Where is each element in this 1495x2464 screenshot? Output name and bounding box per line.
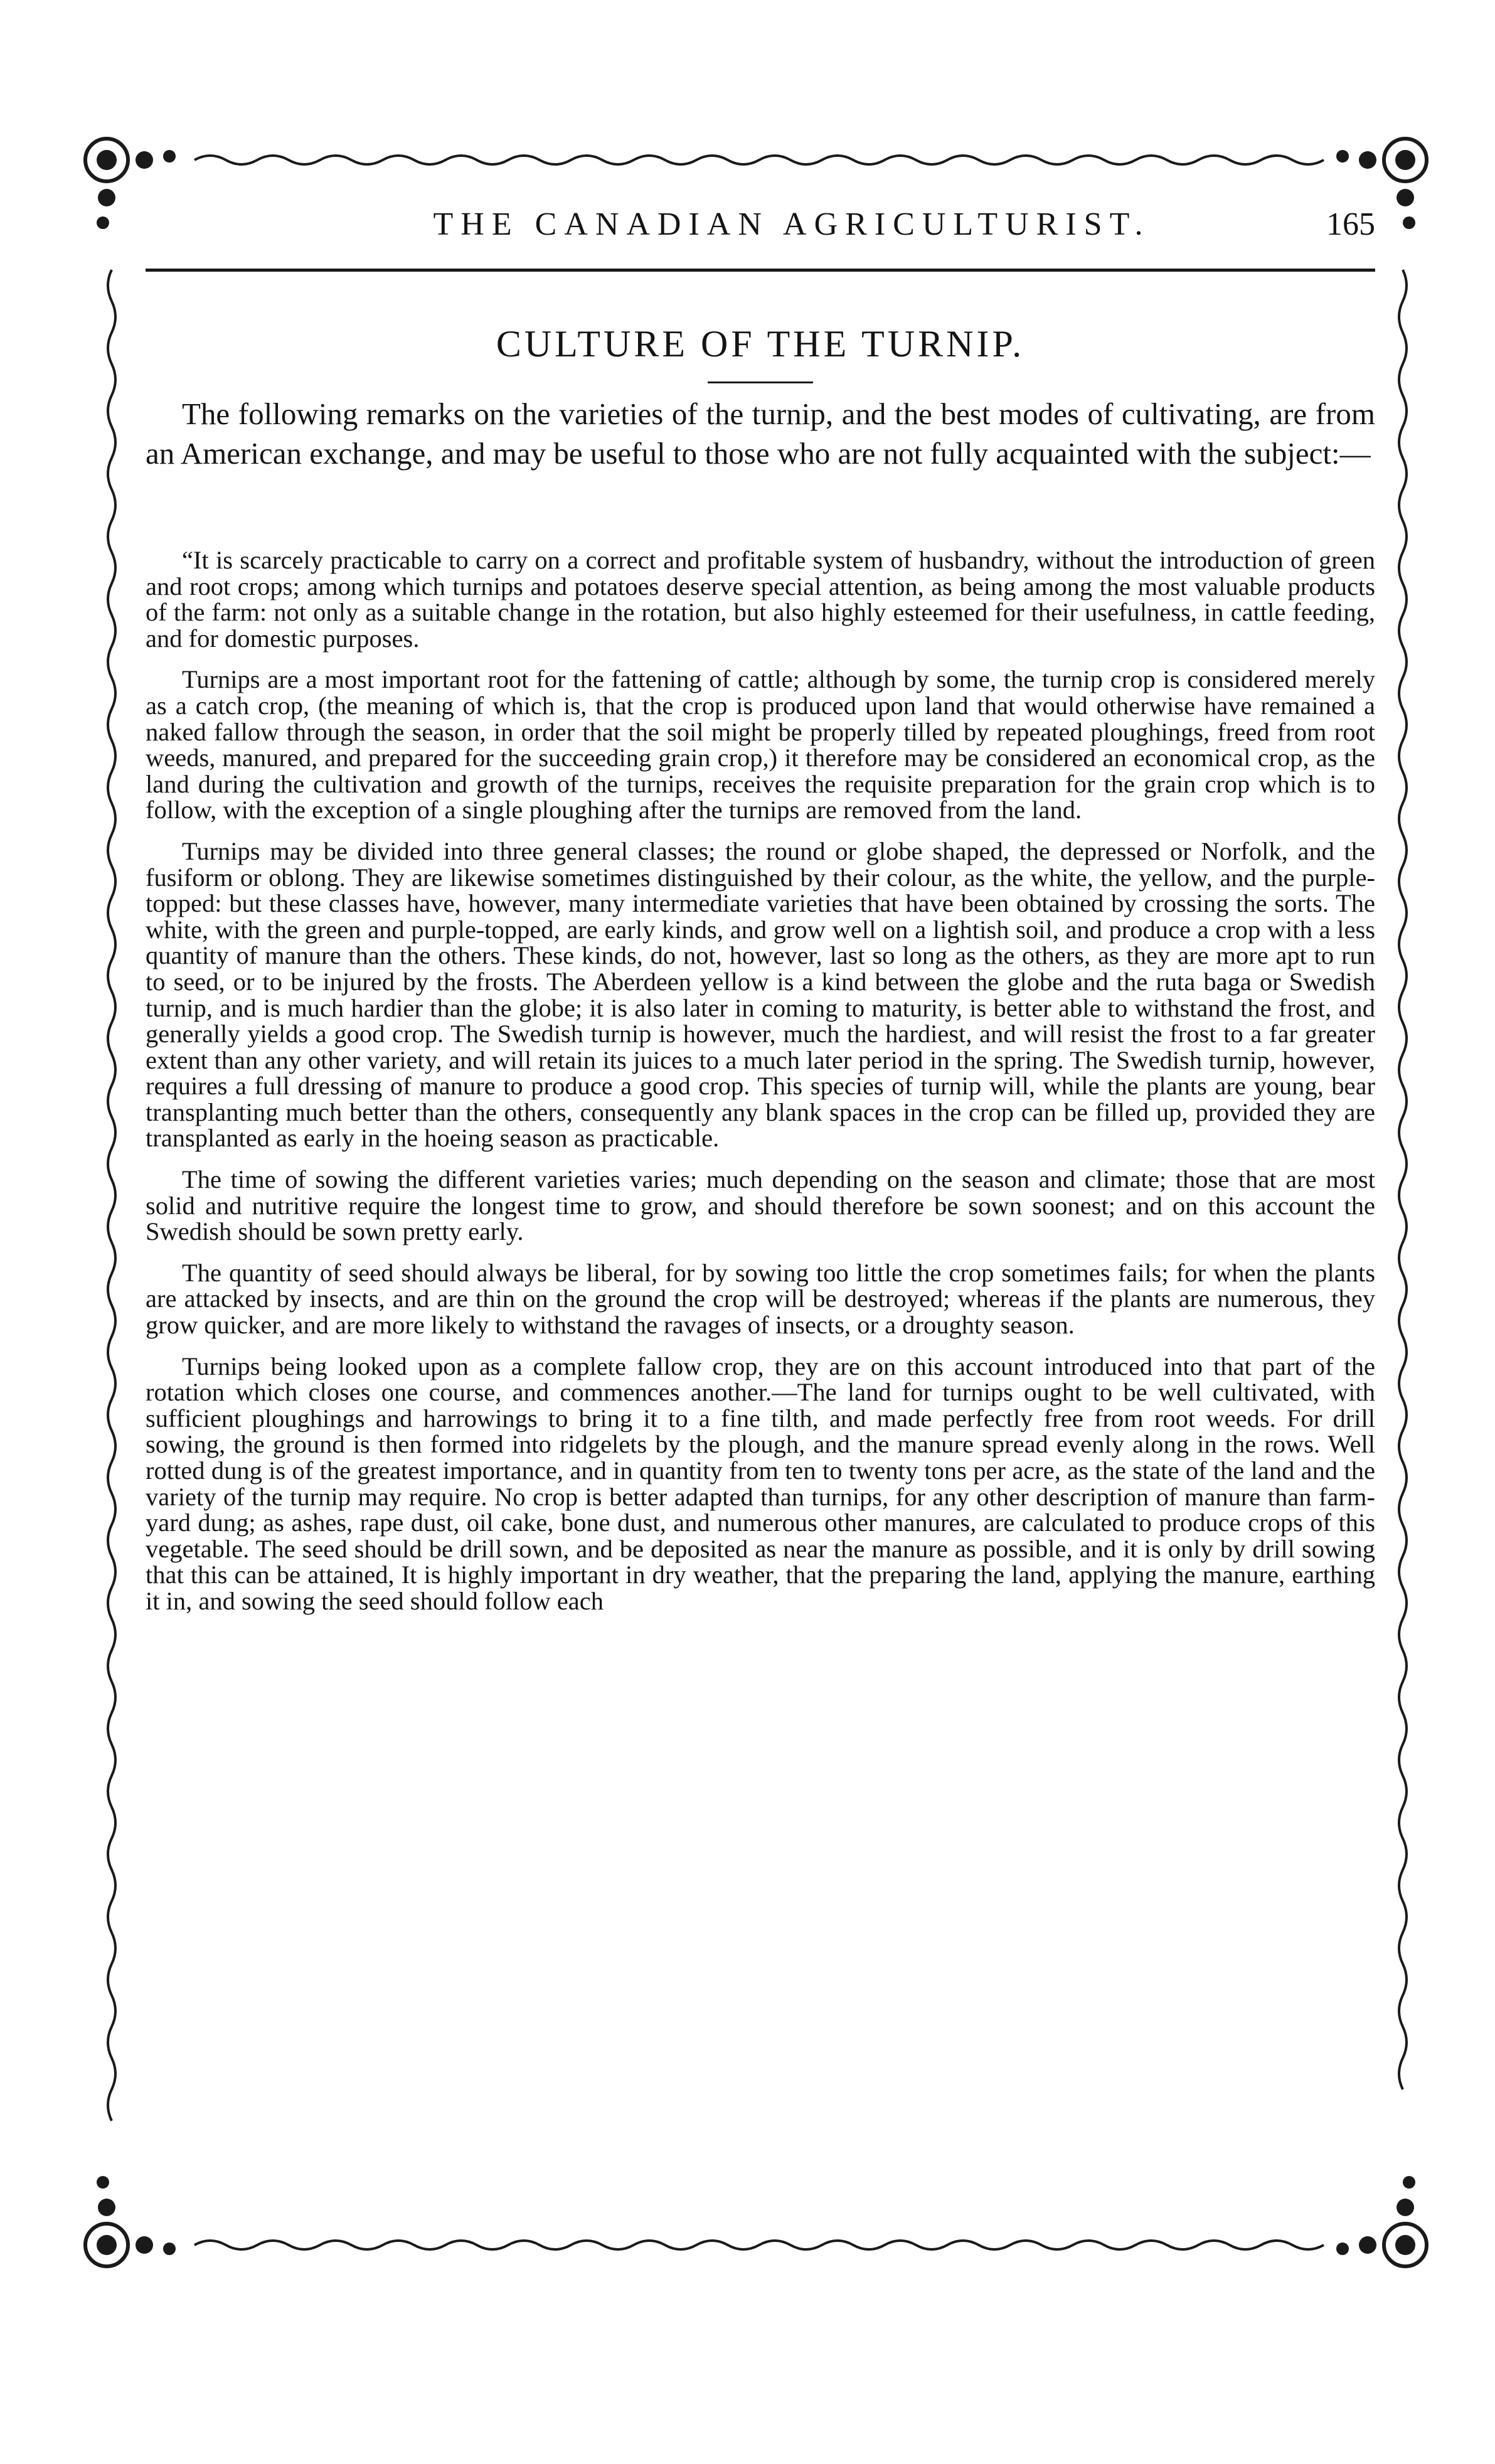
body-paragraph: Turnips being looked upon as a complete fallow crop, they are on this account introduced into that part of the rotation which closes one course, and commences another.—The land for turnips ought to be well cultivated, with sufficient ploughings and harrowings to bring it to a fine tilth, and made perfectly free from root weeds. For drill sowing, the ground is then formed into ridgelets by the plough, and the manure spread evenly along in the rows. Well rotted dung is of the greatest importance, and in quantity from ten to twenty tons per acre, as the state of the land and the variety of the turnip may require. No crop is better adapted than turnips, for any other description of manure than farm-yard dung; as ashes, rape dust, oil cake, bone dust, and numerous other manures, are calculated to produce crops of this vegetable. The seed should be drill sown, and be deposited as near the manure as possible, and it is only by drill sowing that this can be attained, It is highly important in dry weather, that the preparing the land, applying the manure, earthing it in, and sowing the seed should follow each (146, 1352, 1375, 1615)
header-rule (146, 269, 1375, 272)
page-number: 165 (1326, 206, 1375, 242)
running-header (146, 200, 1375, 250)
body-paragraph: Turnips may be divided into three general classes; the round or globe shaped, the depressed or Norfolk, and the fusiform or oblong. They are likewise sometimes distinguished by their colour, as the white, the yellow, and the purple-topped: but these classes have, however, many intermediate varieties that have been obtained by crossing the sorts. The white, with the green and purple-topped, are early kinds, and grow well on a lightish soil, and produce a crop with a less quantity of manure than the others. These kinds, do not, however, last so long as the others, as they are more apt to run to seed, or to be injured by the frosts. The Aberdeen yellow is a kind between the globe and the ruta baga or Swedish turnip, and is much hardier than the globe; it is also later in coming to maturity, is better able to withstand the frost, and generally yields a good crop. The Swedish turnip is however, much the hardiest, and will resist the frost to a far greater extent than any other variety, and will retain its juices to a much later period in the spring. The Swedish turnip, however, requires a full dressing of manure to produce a good crop. This species of turnip will, while the plants are young, bear transplanting much better than the others, consequently any blank spaces in the crop can be filled up, provided they are transplanted as early in the hoeing season as practicable. (146, 836, 1375, 1153)
body-paragraph: The quantity of seed should always be liberal, for by sowing too little the crop sometimes fails; for when the plants are attacked by insects, and are thin on the ground the crop will be destroyed; whereas if the plants are numerous, they grow quicker, and are more likely to withstand the ravages of insects, or a droughty season. (146, 1258, 1375, 1340)
article-body (146, 547, 1375, 1629)
body-paragraph: Turnips are a most important root for the fattening of cattle; although by some, the turnip crop is considered merely as a catch crop, (the meaning of which is, that the crop is produced upon land that would otherwise have remained a naked fallow through the season, in order that the soil might be properly tilled by repeated ploughings, freed from root weeds, manured, and prepared for the succeeding grain crop,) it therefore may be considered an economical crop, as the land during the cultivation and growth of the turnips, receives the requisite preparation for the grain crop which is to follow, with the exception of a single ploughing after the turnips are removed from the land. (146, 665, 1375, 824)
title-rule (708, 381, 813, 383)
body-paragraph: The time of sowing the different varieties varies; much depending on the season and climate; those that are most solid and nutritive require the longest time to grow, and should therefore be sown soonest; and on this account the Swedish should be sown pretty early. (146, 1165, 1375, 1246)
body-paragraph: “It is scarcely practicable to carry on a correct and profitable system of husbandry, without the introduction of green and root crops; among which turnips and potatoes deserve special attention, as being among the most valuable products of the farm: not only as a suitable change in the rotation, but also highly esteemed for their usefulness, in cattle feeding, and for domestic purposes. (146, 546, 1375, 653)
article-title: CULTURE OF THE TURNIP. (496, 323, 1025, 365)
running-title: THE CANADIAN AGRICULTURIST. (433, 206, 1151, 242)
intro-paragraph: The following remarks on the varieties of the turnip, and the best modes of cultivating, are from an American exchange, and may be useful to those who are not fully acquainted with the subject:— (146, 397, 1375, 471)
